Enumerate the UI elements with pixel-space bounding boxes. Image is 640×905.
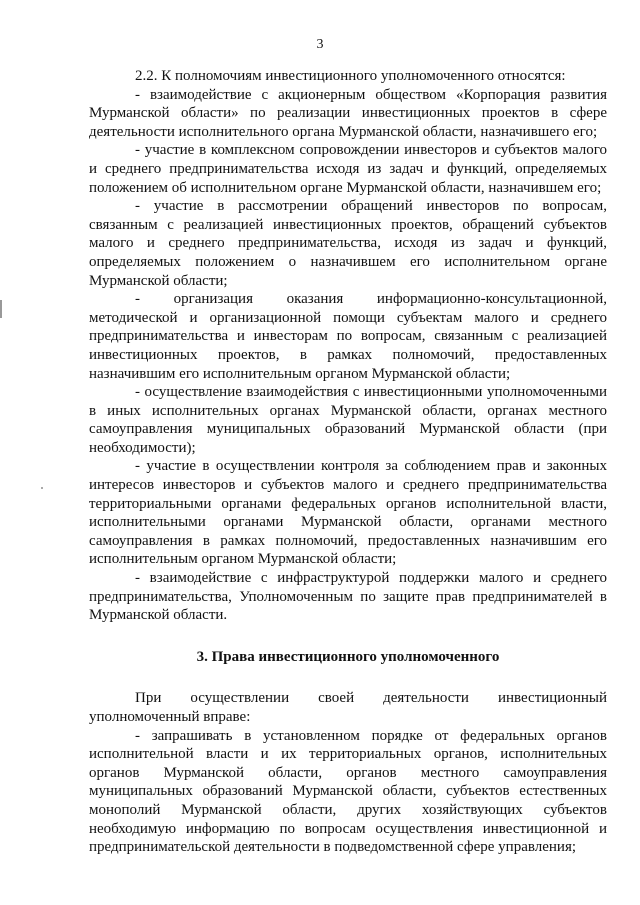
section-2-2-intro: 2.2. К полномочиям инвестиционного уполномоченного относятся: bbox=[135, 68, 566, 84]
powers-item-6: - участие в осуществлении контроля за соблюдением прав и законных интересов инвесторов и субъектов малого и среднего предпринимательства территориальными органами федеральных органов исполнительной власти, исполнительными органами Мурманской области, органами местного самоуправления в рамках полномочий, предоставленных назначившим его исполнительным органом Мурманской области; bbox=[89, 458, 607, 568]
powers-item-3: - участие в рассмотрении обращений инвесторов по вопросам, связанным с реализацией инвестиционных проектов, обращений субъектов малого и среднего предпринимательства, исходя из задач и функций, определяемых положением о назначившем его исполнительном органе Мурманской области; bbox=[89, 198, 607, 289]
scan-margin-mark bbox=[0, 300, 2, 318]
powers-item-4: - организация оказания информационно-консультационной, методической и организационной помощи субъектам малого и среднего предпринимательства и инвесторам по вопросам, связанным с реализацией инвестиционных проектов, в рамках полномочий, предоставленных назначившим его исполнительным органом Мурманской области; bbox=[89, 291, 607, 382]
rights-item-1: - запрашивать в установленном порядке от федеральных органов исполнительной власти и их территориальных органов, исполнительных органов Мурманской области, органов местного самоуправления муниципальных образований Мурманской области, субъектов естественных монополий Мурманской области, других хозяйствующих субъектов необходимую информацию по вопросам осуществления инвестиционной и предпринимательской деятельности в подведомственной сфере управления; bbox=[89, 727, 607, 856]
scan-margin-dot bbox=[41, 487, 43, 489]
section-3-heading: 3. Права инвестиционного уполномоченного bbox=[196, 648, 500, 665]
powers-item-1: - взаимодействие с акционерным обществом «Корпорация развития Мурманской области» по реализации инвестиционных проектов в сфере деятельности исполнительного органа Мурманской области, назначившего его; bbox=[89, 86, 607, 140]
powers-item-5: - осуществление взаимодействия с инвестиционными уполномоченными в иных исполнительных органах Мурманской области, органах местного самоуправления муниципальных образований Мурманской области (при необходимости); bbox=[89, 384, 607, 456]
powers-item-7: - взаимодействие с инфраструктурой поддержки малого и среднего предпринимательства, Уполномоченным по защите прав предпринимателей в Мурманской области. bbox=[89, 570, 607, 624]
page-number: 3 bbox=[316, 37, 324, 52]
powers-item-2: - участие в комплексном сопровождении инвесторов и субъектов малого и среднего предпринимательства исходя из задач и функций, определяемых положением об исполнительном органе Мурманской области, назначившем его; bbox=[89, 142, 607, 196]
section-3-intro: При осуществлении своей деятельности инвестиционный уполномоченный вправе: bbox=[89, 690, 607, 725]
document-body bbox=[89, 67, 607, 857]
